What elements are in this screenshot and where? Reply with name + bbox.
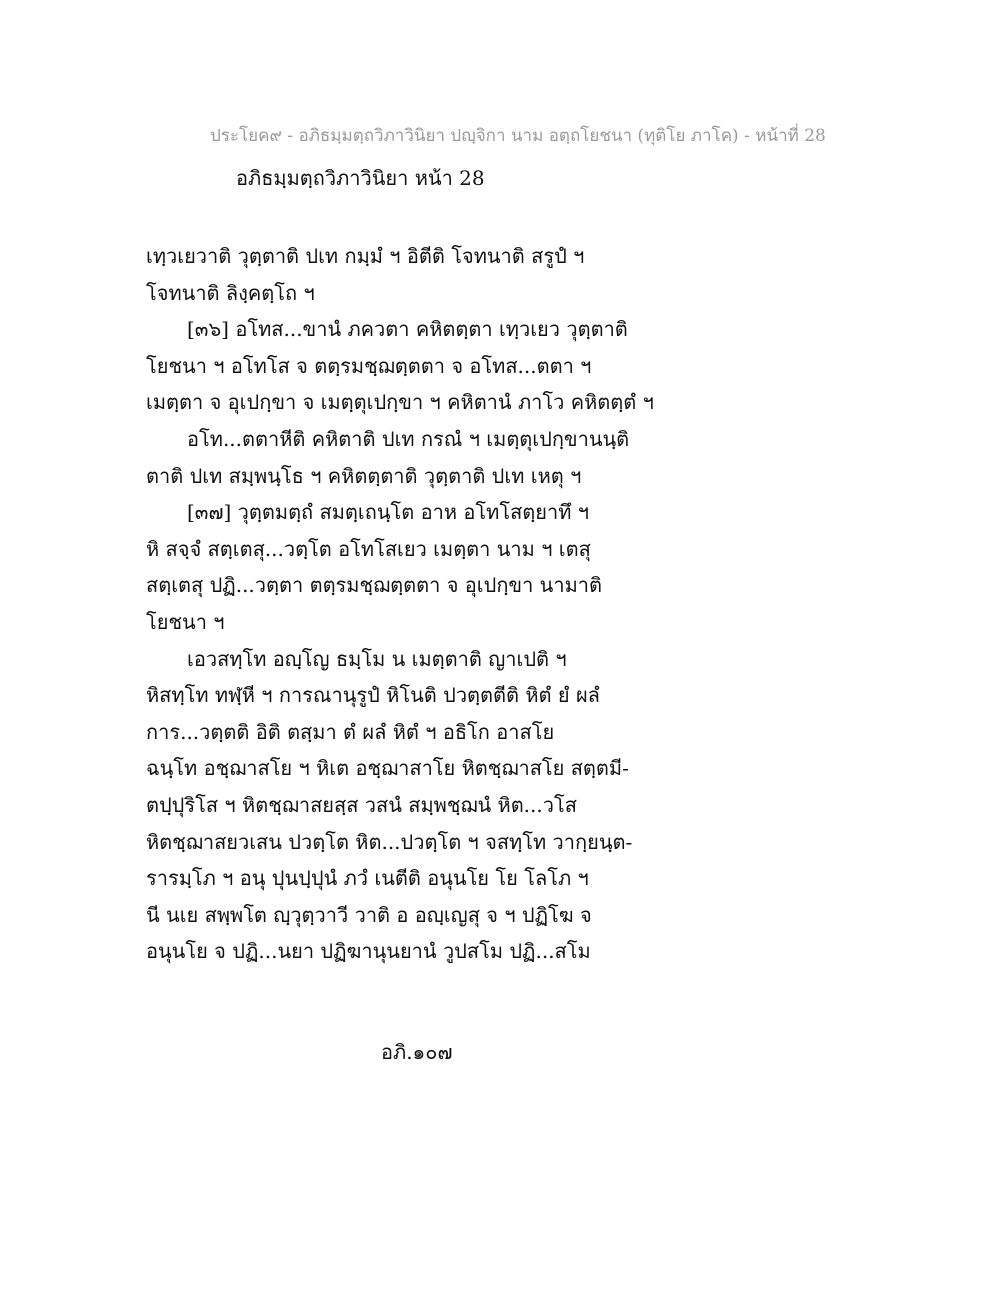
text-line: รารมฺโภ ฯ อนุ ปุนปฺปุนํ ภวํ เนตีติ อนุนโย โย โลโภ ฯ <box>146 866 589 891</box>
running-header: ประโยค๙ - อภิธมฺมตฺถวิภาวินิยา ปญฺจิกา นาม อตฺถโยชนา (ทุติโย ภาโค) - หน้าที่ 28 <box>210 126 826 146</box>
text-line: หิตชฺฌาสยวเสน ปวตฺโต หิต...ปวตฺโต ฯ จสทฺโท วากฺยนฺต- <box>146 829 633 854</box>
text-line: โยชนา ฯ อโทโส จ ตตฺรมชฺฌตฺตตา จ อโทส...ตตา ฯ <box>146 353 592 378</box>
text-line: เมตฺตา จ อุเปกฺขา จ เมตฺตุเปกฺขา ฯ คหิตานํ ภาโว คหิตตฺตํ ฯ <box>146 390 654 415</box>
text-line: การ...วตฺตติ อิติ ตสฺมา ตํ ผลํ หิตํ ฯ อธิโก อาสโย <box>146 719 555 744</box>
text-line: [๓๖] อโทส...ขานํ ภควตา คหิตตฺตา เทฺวเยว วุตฺตาติ <box>187 317 628 342</box>
text-line: ตาติ ปเท สมฺพนฺโธ ฯ คหิตตฺตาติ วุตฺตาติ ปเท เหตุ ฯ <box>146 463 582 488</box>
text-line: อโท...ตตาหีติ คหิตาติ ปเท กรณํ ฯ เมตฺตุเปกฺขานนฺติ <box>187 426 630 451</box>
text-line: หิสทฺโท ทฬฺหี ฯ การณานุรูปํ หิโนติ ปวตฺตตีติ หิตํ ยํ ผลํ <box>146 683 600 708</box>
text-line: หิ สจฺจํ สตฺเตสุ...วตฺโต อโทโสเยว เมตฺตา นาม ฯ เตสุ <box>146 536 591 561</box>
text-line: เทฺวเยวาติ วุตฺตาติ ปเท กมฺมํ ฯ อิตีติ โจทนาติ สรูปํ ฯ <box>146 244 585 268</box>
page-title: อภิธมฺมตฺถวิภาวินิยา หน้า 28 <box>236 166 485 190</box>
text-line: สตฺเตสุ ปฏิ...วตฺตา ตตฺรมชฺฌตฺตตา จ อุเปกฺขา นามาติ <box>146 573 602 598</box>
body-text <box>146 238 706 970</box>
text-line: โยชนา ฯ <box>146 609 225 634</box>
text-line: เอวสทฺโท อญฺโญ ธมฺโม น เมตฺตาติ ญาเปติ ฯ <box>187 646 567 671</box>
page-reference: อภิ.๑๐๗ <box>381 1040 453 1064</box>
text-line: อนุนโย จ ปฏิ...นยา ปฏิฆานุนยานํ วูปสโม ปฏิ...สโม <box>146 939 591 964</box>
text-line: [๓๗] วุตฺตมตฺถํ สมตฺเถนฺโต อาห อโทโสตฺยาทึ ฯ <box>187 500 589 525</box>
text-line: นี นเย สพฺพโต ญฺวุตฺวาวี วาติ อ อญฺเญสุ จ ฯ ปฏิโฆ จ <box>146 902 592 927</box>
text-line: ตปฺปุริโส ฯ หิตชฺฌาสยสฺส วสนํ สมฺพชฺฌนํ หิต...วโส <box>146 792 577 817</box>
text-line: ฉนฺโท อชฺฌาสโย ฯ หิเต อชฺฌาสาโย หิตชฺฌาสโย สตฺตมี- <box>146 756 629 781</box>
text-line: โจทนาติ ลิงฺคตฺโถ ฯ <box>146 280 315 305</box>
